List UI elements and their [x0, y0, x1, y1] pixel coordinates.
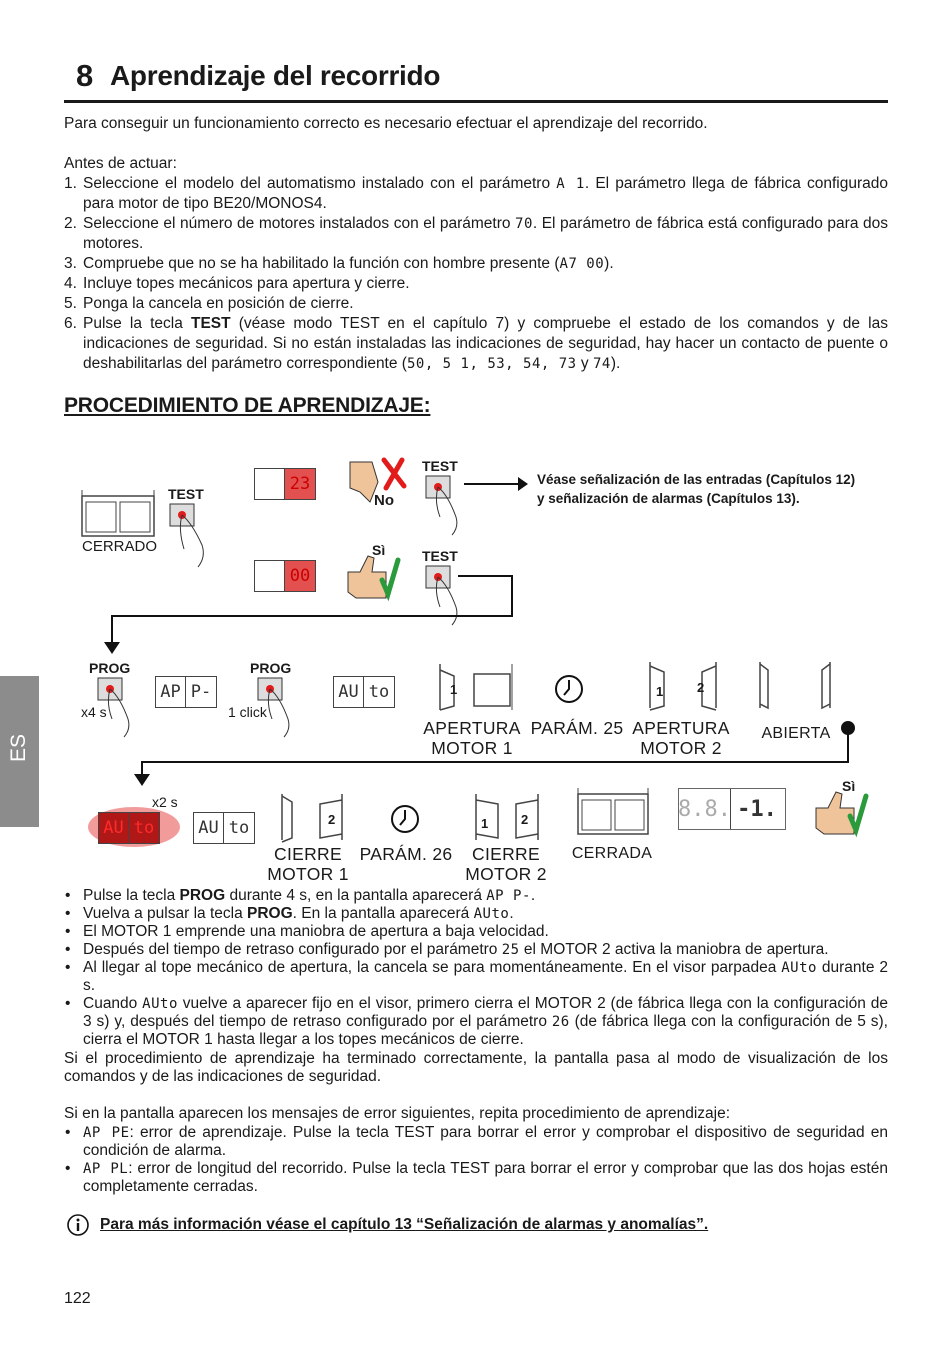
label-no: No	[374, 492, 394, 509]
bullet-text: .	[530, 887, 536, 904]
bullet-text: AUto	[142, 996, 178, 1012]
thumbs-up-icon	[810, 788, 872, 840]
step-text: (véase modo TEST en el capítulo 7) y compruebe el estado de los comandos y de las indicaciones de seguridad. Si no están instaladas las indicaciones de seguridad, hay hacer un contacto de puente o deshabilitarlas del parámetro correspondiente (	[83, 315, 888, 372]
test-label-2: TEST	[422, 458, 458, 474]
caption-cerrada: CERRADA	[571, 845, 653, 862]
success-paragraph: Si el procedimiento de aprendizaje ha terminado correctamente, la pantalla pasa al modo de visualización de los comandos y de las indicaciones de seguridad.	[64, 1050, 888, 1085]
step-item	[64, 294, 888, 314]
step-item	[64, 314, 888, 374]
step-text: . El parámetro de fábrica está configurado para dos motores.	[83, 215, 888, 252]
error-list-block	[64, 1124, 888, 1196]
leaf-1-label: 1	[656, 684, 664, 699]
step-text: 50, 5 1, 53, 54, 73	[406, 356, 577, 372]
caption-apertura-motor2: APERTURA MOTOR 2	[632, 718, 730, 758]
leaf-2-label: 2	[328, 812, 336, 827]
bullet-text: Pulse la tecla	[83, 887, 180, 904]
bullet-item	[64, 905, 888, 923]
gate-open-icon	[756, 658, 836, 714]
prog-label-2: PROG	[250, 660, 292, 676]
step-text: Pulse la tecla	[83, 315, 191, 332]
error-intro: Si en la pantalla aparecen los mensajes de error siguientes, repita procedimiento de aprendizaje:	[64, 1105, 731, 1122]
bullet-text: El MOTOR 1 emprende una maniobra de apertura a baja velocidad.	[83, 923, 549, 940]
bullet-text: durante 2 s.	[83, 959, 888, 994]
bullet-item	[64, 995, 888, 1049]
bullet-text: . En la pantalla aparecerá	[292, 905, 474, 922]
caption-cierre-motor1: CIERRE MOTOR 1	[267, 844, 349, 884]
procedure-heading: PROCEDIMIENTO DE APRENDIZAJE:	[64, 394, 431, 417]
chapter-title: Aprendizaje del recorrido	[110, 60, 441, 91]
before-label: Antes de actuar:	[64, 155, 177, 172]
bullet-text: .	[509, 905, 514, 922]
step-text: Compruebe que no se ha habilitado la función con hombre presente (	[83, 255, 560, 272]
before-block	[64, 154, 888, 374]
step-item	[64, 254, 888, 274]
step-text: y	[576, 355, 593, 372]
display-auto: AU to	[333, 676, 395, 708]
bullet-text: Cuando	[83, 995, 143, 1012]
step-number: 4.	[64, 275, 77, 292]
label-cerrado: CERRADO	[82, 538, 158, 555]
gate-opening-motor1-icon	[436, 660, 516, 714]
label-si-2: Sì	[842, 778, 856, 794]
bullet-text: (de fábrica llega con la configuración de 5 s), cierra el MOTOR 1 hasta llegar a los topes mecánicos de cierre.	[83, 1013, 888, 1048]
step-text: 74	[593, 356, 611, 372]
clock-icon	[554, 674, 584, 704]
step-text: TEST	[191, 315, 231, 332]
finger-press-icon	[424, 474, 464, 538]
leaf-2-label: 2	[521, 812, 529, 827]
bullet-text: 25	[501, 942, 520, 958]
error-text: : error de aprendizaje. Pulse la tecla TEST para borrar el error y comprobar el dispositivo de seguridad en condición de alarma.	[83, 1124, 888, 1159]
bullet-item	[64, 887, 888, 905]
leaf-1-label: 1	[481, 816, 489, 831]
bullet-text: Vuelva a pulsar la tecla	[83, 905, 247, 922]
step-text: ).	[604, 255, 614, 272]
test-label-1: TEST	[168, 486, 204, 502]
caption-cierre-motor2: CIERRE MOTOR 2	[465, 844, 547, 884]
caption-abierta: ABIERTA	[761, 725, 831, 742]
label-1-click: 1 click	[228, 704, 267, 720]
bullet-text: AP P-	[486, 888, 531, 904]
step-item	[64, 274, 888, 294]
display-23	[254, 468, 316, 500]
error-code: AP PE	[83, 1125, 130, 1141]
caption-param26: PARÁM. 26	[359, 844, 453, 864]
step-text: Incluye topes mecánicos para apertura y cierre.	[83, 275, 410, 292]
bullet-item	[64, 959, 888, 995]
step-number: 5.	[64, 295, 77, 312]
info-note	[66, 1213, 888, 1237]
learning-diagram	[0, 440, 950, 890]
step-text: Seleccione el número de motores instalados con el parámetro	[83, 215, 516, 232]
signal-note: Véase señalización de las entradas (Capítulos 12) y señalización de alarmas (Capítulos 13).	[537, 472, 856, 506]
label-x2s: x2 s	[152, 794, 178, 810]
bullet-text: AUto	[781, 960, 817, 976]
gate-closing-motor1-icon	[278, 790, 348, 846]
label-si-1: Sì	[372, 542, 386, 558]
info-icon	[66, 1213, 90, 1237]
label-x4s: x4 s	[81, 704, 107, 720]
chapter-number: 8	[76, 58, 94, 93]
error-text: : error de longitud del recorrido. Pulse la tecla TEST para borrar el error y comprobar que las dos hojas estén completamente cerradas.	[83, 1160, 888, 1195]
flow-connector	[104, 718, 864, 788]
step-number: 1.	[64, 175, 77, 192]
step-text: Seleccione el modelo del automatismo instalado con el parámetro	[83, 175, 557, 192]
error-list	[64, 1124, 888, 1196]
intro-paragraph: Para conseguir un funcionamiento correcto es necesario efectuar el aprendizaje del recorrido.	[64, 115, 708, 132]
step-number: 3.	[64, 255, 77, 272]
step-item	[64, 214, 888, 254]
step-text: Ponga la cancela en posición de cierre.	[83, 295, 354, 312]
step-text: 70	[515, 216, 533, 232]
bullet-list	[64, 887, 888, 1049]
bullet-text: durante 4 s, en la pantalla aparecerá	[225, 887, 487, 904]
language-tab-label: ES	[7, 734, 30, 763]
caption-apertura-motor1: APERTURA MOTOR 1	[423, 718, 521, 758]
display-app: AP P-	[155, 676, 217, 708]
display-auto-blinking: AU to	[98, 812, 160, 844]
leaf-2-label: 2	[697, 680, 705, 695]
bullet-text: Al llegar al tope mecánico de apertura, la cancela se para momentáneamente. En el visor parpadea	[83, 959, 782, 976]
error-code: AP PL	[83, 1161, 129, 1177]
error-item	[64, 1160, 888, 1196]
step-text: A 1	[556, 176, 585, 192]
bullet-text: PROG	[247, 905, 293, 922]
right-arrow-icon	[464, 474, 528, 494]
bullet-text: PROG	[179, 887, 226, 904]
prog-label-1: PROG	[89, 660, 131, 676]
bullet-text: el MOTOR 2 activa la maniobra de apertura.	[519, 941, 829, 958]
caption-param25: PARÁM. 25	[530, 718, 624, 738]
clock-icon	[390, 804, 420, 834]
display-auto-fixed: AU to	[193, 812, 255, 844]
test-label-3: TEST	[422, 548, 458, 564]
bullet-text: AUto	[473, 906, 510, 922]
step-text: . El parámetro llega de fábrica configurado para motor de tipo BE20/MONOS4.	[83, 175, 888, 212]
step-text: ).	[610, 355, 621, 372]
bullet-text: Después del tiempo de retraso configurado por el parámetro	[83, 941, 502, 958]
step-number: 6.	[64, 315, 77, 332]
info-note-text: Para más información véase el capítulo 13 “Señalización de alarmas y anomalías”.	[100, 1216, 709, 1233]
steps-list	[64, 174, 888, 374]
bullet-item	[64, 923, 888, 941]
bullet-text: 26	[551, 1014, 570, 1030]
display-final: 8.8. -1.	[678, 788, 786, 830]
page-number: 122	[64, 1290, 91, 1307]
error-item	[64, 1124, 888, 1160]
bullet-text: vuelve a aparecer fijo en el visor, primero cierra el MOTOR 2 (de fábrica llega con la configuración de 3 s) y, después del tiempo de retraso configurado por el parámetro	[83, 995, 888, 1030]
gate-closed-icon	[78, 490, 158, 540]
finger-press-icon	[168, 502, 218, 572]
display-00-digits: 0 0	[285, 561, 315, 591]
chapter-heading	[64, 56, 888, 103]
step-text: A7 00	[559, 256, 605, 272]
step-item	[64, 174, 888, 214]
flow-connector	[96, 570, 520, 654]
display-23-digits: 2 3	[285, 469, 315, 499]
bullet-item	[64, 941, 888, 959]
leaf-1-label: 1	[450, 682, 458, 697]
procedure-bullets	[64, 887, 888, 1049]
gate-closed-icon	[574, 788, 652, 840]
step-number: 2.	[64, 215, 77, 232]
